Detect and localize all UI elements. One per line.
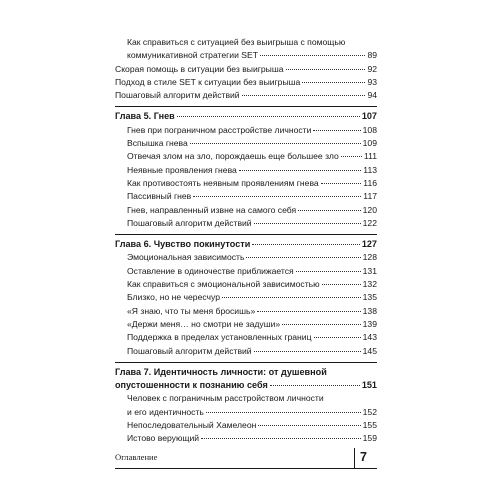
- toc-entry-line1: Как справиться с ситуацией без выигрыша с помощью: [127, 37, 346, 47]
- dot-leader: [206, 412, 361, 413]
- toc-entry-page: 93: [367, 76, 377, 87]
- toc-entry[interactable]: [115, 345, 377, 358]
- chapter-page: 107: [361, 111, 377, 122]
- toc-entry[interactable]: [115, 265, 377, 278]
- dot-leader: [322, 284, 361, 285]
- dot-leader: [201, 438, 361, 439]
- chapter-title: Глава 5. Гнев: [115, 111, 175, 122]
- toc-entry[interactable]: [115, 217, 377, 230]
- dot-leader: [246, 257, 360, 258]
- toc-entry-page: 132: [362, 279, 377, 290]
- dot-leader: [193, 196, 361, 197]
- dot-leader: [286, 69, 366, 70]
- chapter-4-tail: [115, 36, 377, 102]
- toc-entry-page: 117: [363, 191, 377, 202]
- dot-leader: [282, 324, 360, 325]
- toc-entry-title: Пошаговый алгоритм действий: [115, 90, 240, 101]
- dot-leader: [258, 425, 360, 426]
- toc-entry-page: 108: [362, 124, 377, 135]
- toc-entry-title: Истово верующий: [127, 433, 200, 444]
- toc-entry-title: коммуникативной стратегии SET: [127, 50, 259, 61]
- toc-entry[interactable]: [115, 419, 377, 432]
- table-of-contents: [115, 36, 377, 446]
- toc-entry-page: 131: [362, 265, 377, 276]
- toc-entry-page: 116: [363, 177, 377, 188]
- toc-entry-title: Неявные проявления гнева: [127, 164, 237, 175]
- dot-leader: [341, 156, 362, 157]
- dot-leader: [239, 170, 361, 171]
- toc-entry-title: и его идентичность: [127, 406, 204, 417]
- toc-entry-title: Скорая помощь в ситуации без выигрыша: [115, 63, 284, 74]
- chapter-page: 151: [361, 380, 377, 391]
- dot-leader: [298, 210, 360, 211]
- page-number: 7: [360, 450, 367, 464]
- toc-entry-title: Поддержка в пределах установленных границ: [127, 332, 312, 343]
- chapter-5: [115, 106, 377, 123]
- toc-entry-title: Эмоциональная зависимость: [127, 252, 245, 263]
- toc-entry[interactable]: [115, 251, 377, 264]
- chapter-heading[interactable]: [115, 110, 377, 123]
- toc-entry-page: 89: [367, 50, 377, 61]
- dot-leader: [321, 183, 362, 184]
- toc-entry-page: 128: [362, 252, 377, 263]
- toc-entry[interactable]: [115, 190, 377, 203]
- dot-leader: [254, 351, 361, 352]
- toc-entry-title: Гнев, направленный извне на самого себя: [127, 204, 297, 215]
- toc-entry[interactable]: [115, 318, 377, 331]
- dot-leader: [254, 223, 361, 224]
- chapter-6: [115, 234, 377, 251]
- toc-entry-page: 120: [362, 204, 377, 215]
- toc-entry[interactable]: [115, 137, 377, 150]
- toc-entry-title: Оставление в одиночестве приближается: [127, 265, 294, 276]
- dot-leader: [260, 55, 365, 56]
- toc-entry-page: 111: [363, 151, 377, 162]
- toc-entry-title: «Держи меня… но смотри не задуши»: [127, 318, 281, 329]
- chapter-title: Глава 6. Чувство покинутости: [115, 239, 251, 250]
- toc-entry-title: Как справиться с эмоциональной зависимостью: [127, 279, 320, 290]
- dot-leader: [242, 95, 366, 96]
- toc-entry[interactable]: [115, 278, 377, 291]
- dot-leader: [257, 311, 360, 312]
- toc-entry[interactable]: [115, 331, 377, 344]
- toc-entry-title: Как противостоять неявным проявлениям гнева: [127, 177, 319, 188]
- toc-entry-title: Пассивный гнев: [127, 191, 192, 202]
- toc-entry-page: 159: [362, 433, 377, 444]
- toc-entry-page: 109: [362, 138, 377, 149]
- chapter-title: опустошенности к познанию себя: [115, 380, 268, 391]
- toc-entry-title: «Я знаю, что ты меня бросишь»: [127, 305, 256, 316]
- dot-leader: [190, 143, 361, 144]
- toc-entry-page: 122: [362, 217, 377, 228]
- toc-entry-page: 145: [362, 345, 377, 356]
- toc-entry[interactable]: [115, 291, 377, 304]
- chapter-heading[interactable]: [115, 379, 377, 392]
- toc-entry[interactable]: [115, 49, 377, 62]
- toc-entry[interactable]: [115, 177, 377, 190]
- toc-entry-page: 139: [362, 318, 377, 329]
- toc-entry-page: 138: [362, 305, 377, 316]
- dot-leader: [302, 82, 365, 83]
- toc-entry-title: Подход в стиле SET к ситуации без выигрыша: [115, 76, 301, 87]
- toc-entry-page: 113: [363, 164, 377, 175]
- dot-leader: [252, 244, 360, 245]
- toc-entry-title: Непоследовательный Хамелеон: [127, 420, 257, 431]
- chapter-title-line1: Глава 7. Идентичность личности: от душевной: [115, 366, 327, 377]
- toc-entry-title: Гнев при пограничном расстройстве личности: [127, 124, 312, 135]
- toc-entry-page: 155: [362, 420, 377, 431]
- toc-entry[interactable]: [115, 63, 377, 76]
- toc-entry-page: 143: [362, 332, 377, 343]
- dot-leader: [296, 271, 361, 272]
- dot-leader: [313, 130, 360, 131]
- chapter-7: [115, 362, 377, 393]
- toc-entry-page: 94: [367, 90, 377, 101]
- toc-entry[interactable]: [115, 432, 377, 445]
- toc-entry[interactable]: [115, 89, 377, 102]
- chapter-page: 127: [361, 239, 377, 250]
- toc-entry-page: 152: [362, 406, 377, 417]
- toc-entry-title: Пошаговый алгоритм действий: [127, 217, 252, 228]
- dot-leader: [177, 116, 360, 117]
- toc-entry[interactable]: [115, 305, 377, 318]
- toc-entry-title: Близко, но не чересчур: [127, 292, 221, 303]
- footer-section-title: Оглавление: [115, 452, 158, 462]
- dot-leader: [270, 385, 360, 386]
- toc-entry[interactable]: [115, 76, 377, 89]
- toc-entry[interactable]: [115, 124, 377, 137]
- toc-entry-title: Отвечая злом на зло, порождаешь еще большее зло: [127, 151, 339, 162]
- toc-entry[interactable]: [115, 204, 377, 217]
- toc-entry-line1: Человек с пограничным расстройством личности: [127, 393, 324, 404]
- dot-leader: [222, 297, 361, 298]
- chapter-heading[interactable]: [115, 238, 377, 251]
- toc-entry-page: 135: [362, 292, 377, 303]
- toc-entry[interactable]: [115, 150, 377, 163]
- toc-entry-title: Пошаговый алгоритм действий: [127, 345, 252, 356]
- page-footer: [115, 450, 377, 469]
- toc-entry-title: Вспышка гнева: [127, 138, 188, 149]
- toc-entry[interactable]: [115, 164, 377, 177]
- toc-entry-page: 92: [367, 63, 377, 74]
- dot-leader: [314, 337, 361, 338]
- toc-entry[interactable]: [115, 406, 377, 419]
